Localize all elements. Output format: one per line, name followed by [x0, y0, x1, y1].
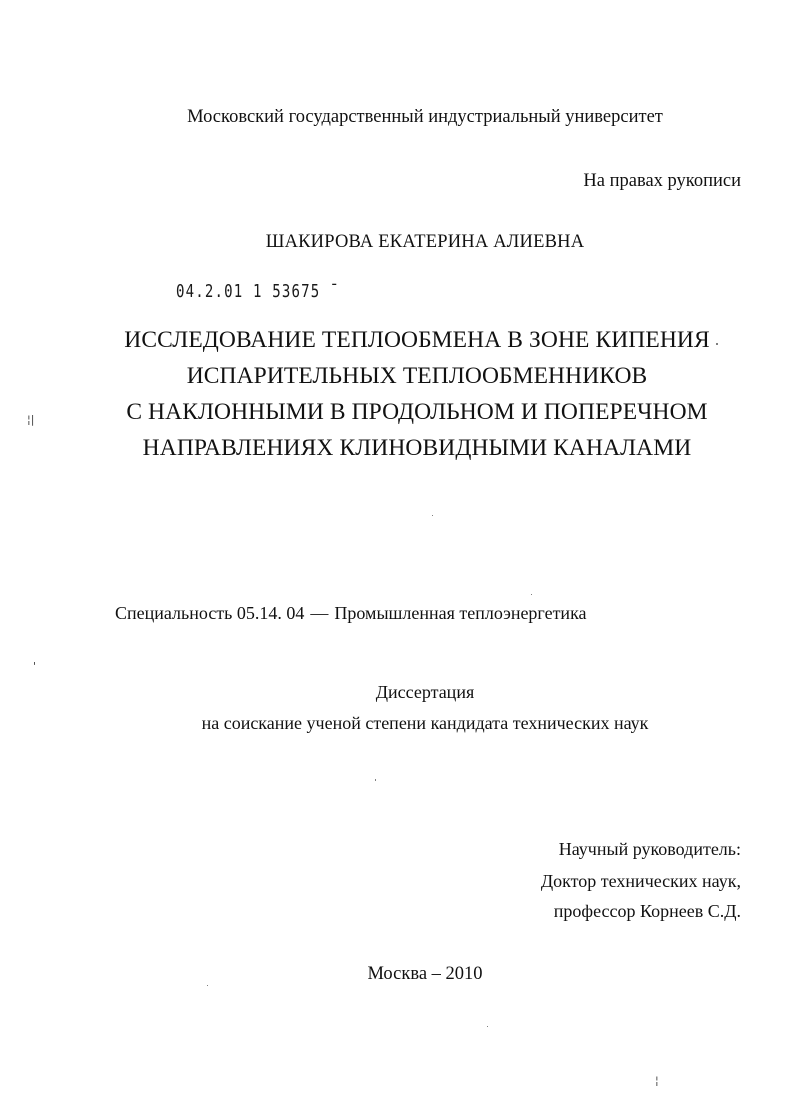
- catalog-stamp: 04.2.01 1 53675 ˉ: [176, 281, 340, 302]
- scan-speck: [487, 1026, 488, 1027]
- university-name: Московский государственный индустриальный университет: [187, 107, 663, 127]
- title-line: ИСПАРИТЕЛЬНЫХ ТЕПЛООБМЕННИКОВ: [186, 363, 648, 389]
- title-line: НАПРАВЛЕНИЯХ КЛИНОВИДНЫМИ КАНАЛАМИ: [142, 435, 692, 461]
- advisor-name: профессор Корнеев С.Д.: [553, 901, 741, 921]
- specialty-label: Специальность 05.14. 04: [115, 603, 305, 623]
- dissertation-type: Диссертация: [375, 682, 475, 702]
- dissertation-title: [40, 322, 794, 466]
- advisor-heading: Научный руководитель:: [558, 839, 741, 859]
- scan-artifact: ¦: [655, 1074, 659, 1087]
- advisor-degree: Доктор технических наук,: [540, 871, 741, 891]
- title-line: С НАКЛОННЫМИ В ПРОДОЛЬНОМ И ПОПЕРЕЧНОМ: [126, 399, 708, 425]
- scan-speck: [207, 985, 208, 986]
- author-name: ШАКИРОВА ЕКАТЕРИНА АЛИЕВНА: [265, 232, 585, 252]
- city-year: Москва – 2010: [367, 964, 483, 984]
- title-line: ИССЛЕДОВАНИЕ ТЕПЛООБМЕНА В ЗОНЕ КИПЕНИЯ: [124, 327, 710, 353]
- scan-speck: [432, 515, 433, 516]
- scan-speck: [375, 779, 376, 781]
- specialty-dash: —: [310, 603, 329, 623]
- scan-artifact: ': [33, 660, 37, 673]
- scan-artifact: ¦|: [27, 413, 35, 426]
- specialty-name: Промышленная теплоэнергетика: [334, 603, 587, 623]
- scan-speck: [531, 594, 532, 595]
- scan-speck: [716, 343, 718, 345]
- rights-note: На правах рукописи: [583, 171, 741, 191]
- specialty-line: [115, 603, 587, 624]
- dissertation-degree: на соискание ученой степени кандидата технических наук: [201, 713, 649, 733]
